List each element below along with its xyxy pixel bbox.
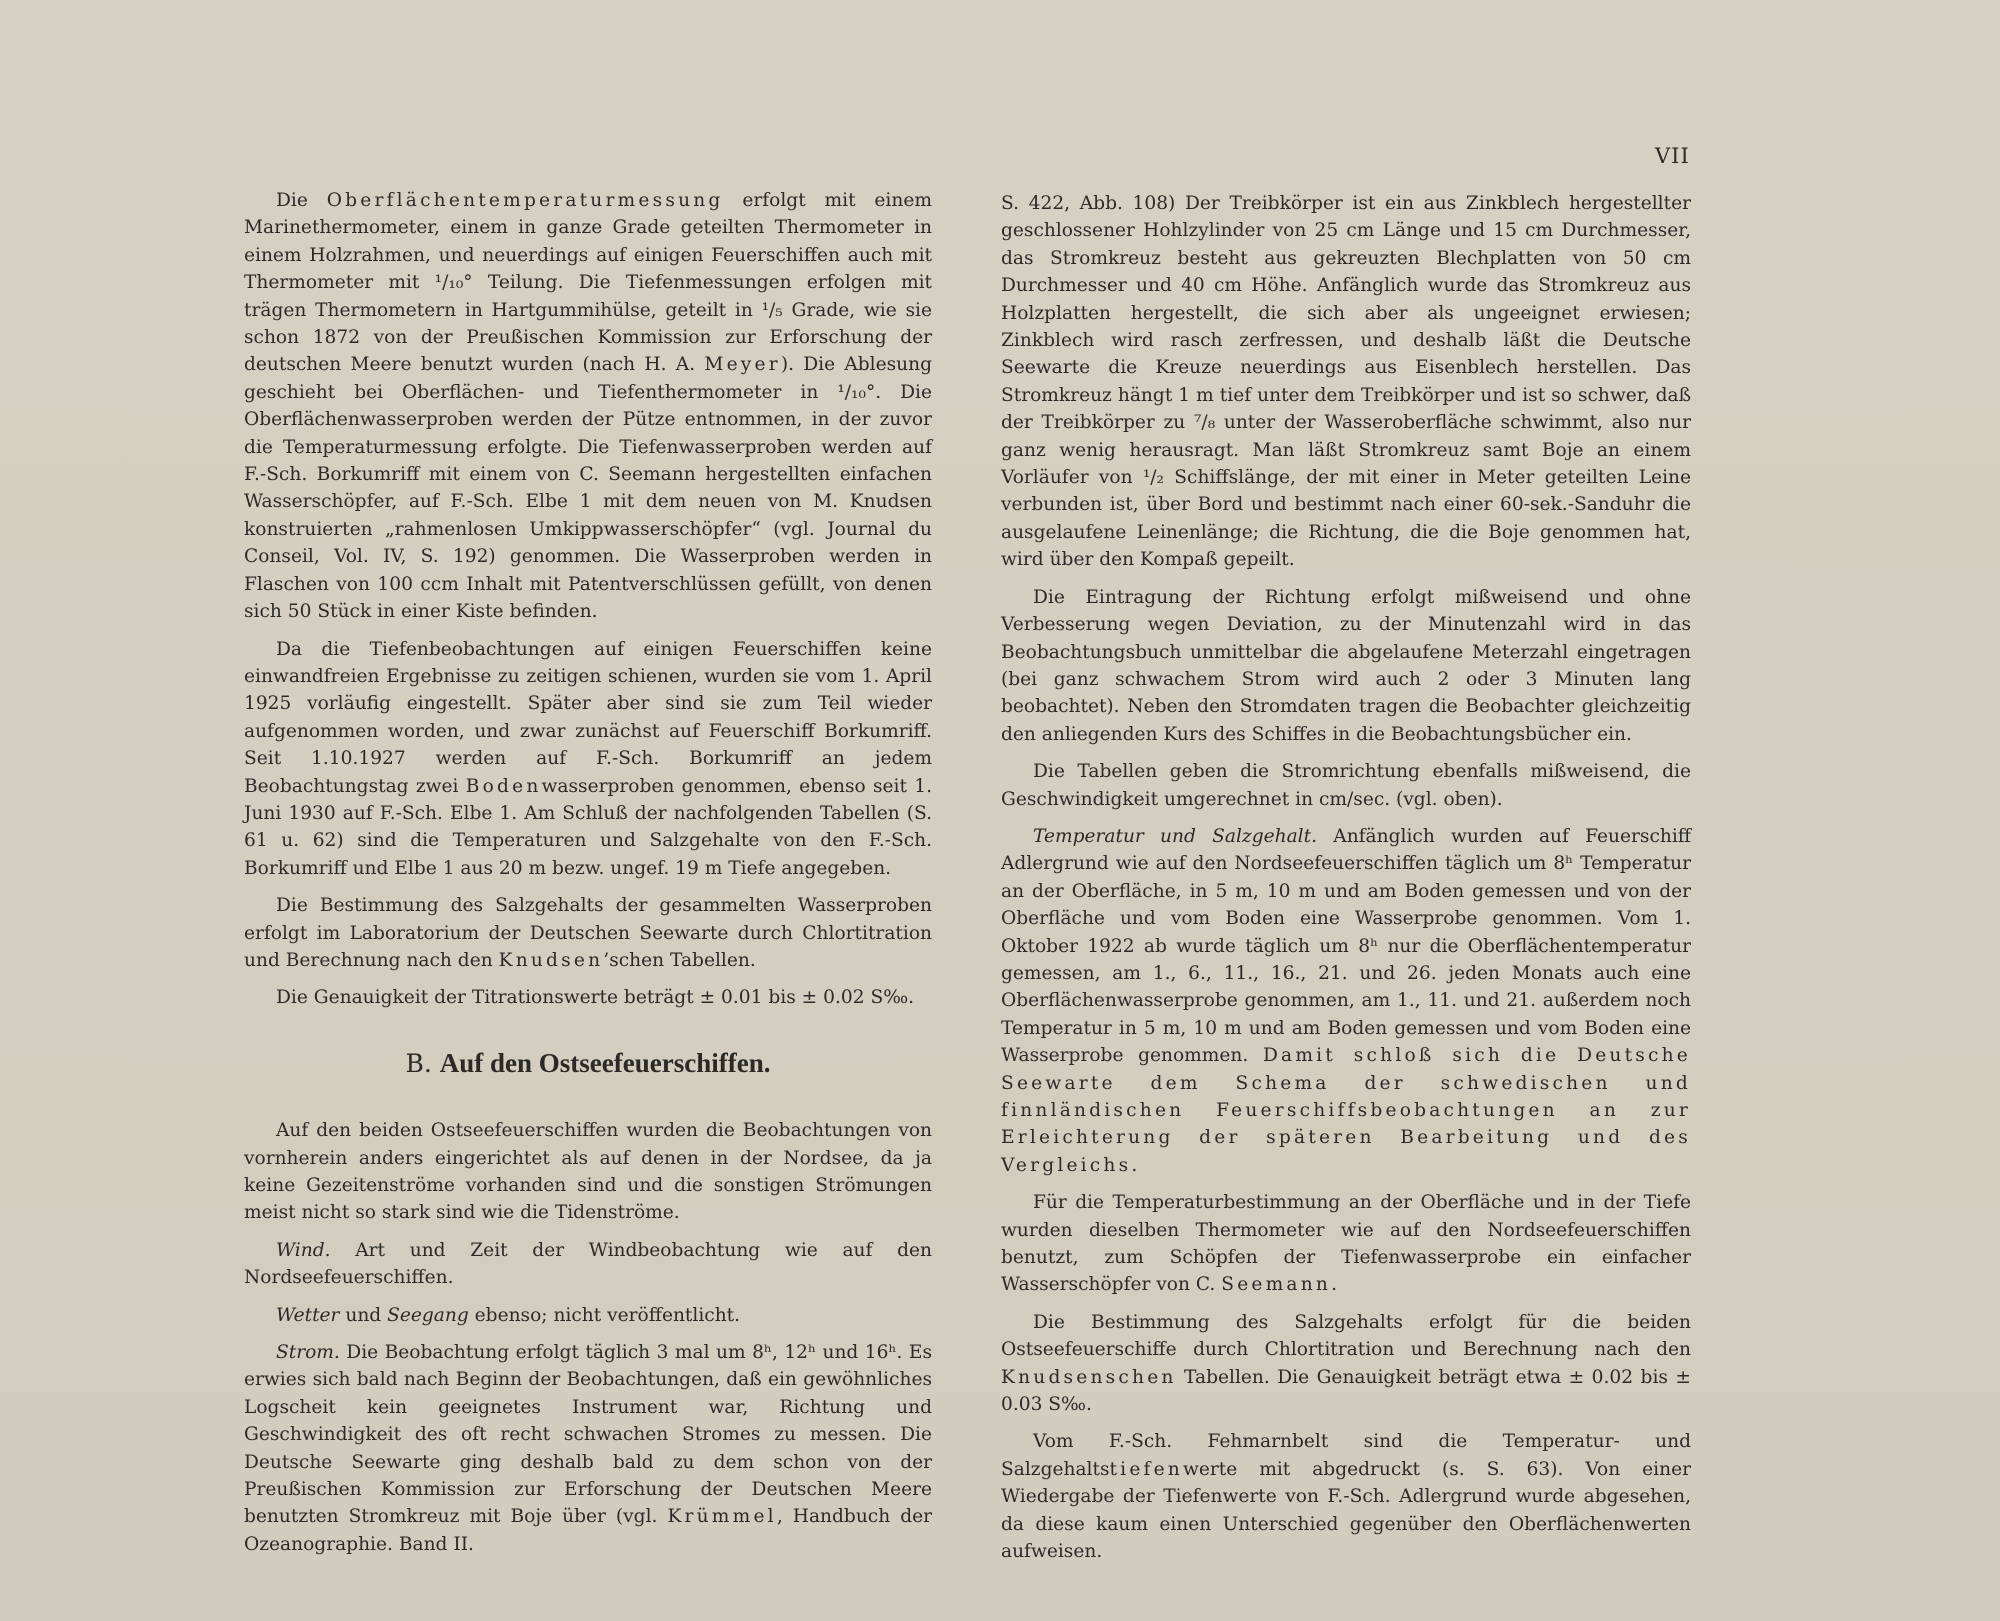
paragraph-current: Strom. Die Beobachtung erfolgt täglich 3 mal um 8ʰ, 12ʰ und 16ʰ. Es erwies sich bald nach Beginn der Beobachtungen, daß ein gewöhnliches Logscheit kein geeignetes Instrument war, Richtung und Geschwindigkeit des oft recht schwachen Stromes zu messen. Die Deutsche Seewarte ging deshalb bald zu dem schon von der Preußischen Kommission zur Erforschung der Deutschen Meere benutzten Stromkreuz mit Boje über (vgl. Krümmel, Handbuch der Ozeanographie. Band II. bbox=[244, 1342, 932, 1555]
right-column bbox=[1001, 190, 1691, 1576]
paragraph-tables: Die Tabellen geben die Stromrichtung ebenfalls mißweisend, die Geschwindigkeit umgerechnet in cm/sec. (vgl. oben). bbox=[1001, 761, 1691, 810]
paragraph-depth-observations: Da die Tiefenbeobachtungen auf einigen Feuerschiffen keine einwandfreien Ergebnisse zu zeitigen schienen, wurden sie vom 1. April 1925 vorläufig eingestellt. Später aber sind sie zum Teil wieder aufgenommen worden, und zwar zunächst auf Feuerschiff Borkumriff. Seit 1.10.1927 werden auf F.-Sch. Borkumriff an jedem Beobachtungstag zwei Bodenwasserproben genommen, ebenso seit 1. Juni 1930 auf F.-Sch. Elbe 1. Am Schluß der nachfolgenden Tabellen (S. 61 u. 62) sind die Temperaturen und Salzgehalte von den F.-Sch. Borkumriff und Elbe 1 aus 20 m bezw. ungef. 19 m Tiefe angegeben. bbox=[244, 638, 932, 879]
paragraph-thermometers: Für die Temperaturbestimmung an der Oberfläche und in der Tiefe wurden dieselben Thermometer wie auf den Nordseefeuerschiffen benutzt, zum Schöpfen der Tiefenwasserprobe ein einfacher Wasserschöpfer von C. Seemann. bbox=[1001, 1192, 1691, 1296]
paragraph-salinity-baltic: Die Bestimmung des Salzgehalts erfolgt für die beiden Ostseefeuerschiffe durch Chlortitration und Berechnung nach den Knudsenschen Tabellen. Die Genauigkeit beträgt etwa ± 0.02 bis ± 0.03 S‰. bbox=[1001, 1311, 1691, 1416]
page-number: VII bbox=[1655, 144, 1690, 168]
paragraph-direction-entry: Die Eintragung der Richtung erfolgt mißweisend und ohne Verbesserung wegen Deviation, zu der Minutenzahl wird in das Beobachtungsbuch unmittelbar die abgelaufene Meterzahl eingetragen (bei ganz schwachem Strom wird auch 2 oder 3 Minuten lang beobachtet). Neben den Stromdaten tragen die Beobachter gleichzeitig den anliegenden Kurs des Schiffes in die Beobachtungsbücher ein. bbox=[1001, 586, 1691, 745]
paragraph-drift-body: S. 422, Abb. 108) Der Treibkörper ist ein aus Zinkblech hergestellter geschlossener Hohlzylinder von 25 cm Länge und 15 cm Durchmesser, das Stromkreuz besteht aus gekreuzten Blechplatten von 50 cm Durchmesser und 40 cm Höhe. Anfänglich wurde das Stromkreuz aus Holzplatten hergestellt, die sich aber als ungeeignet erwiesen; Zinkblech wird rasch zerfressen, und deshalb läßt die Deutsche Seewarte die Kreuze neuerdings aus Eisenblech herstellen. Das Stromkreuz hängt 1 m tief unter dem Treibkörper und ist so schwer, daß der Treibkörper zu ⁷/₈ unter der Wasseroberfläche schwimmt, also nur ganz wenig herausragt. Man läßt Stromkreuz samt Boje an einem Vorläufer von ¹/₂ Schiffslänge, der mit einer in Meter geteilten Leine verbunden ist, über Bord und bestimmt nach einer 60-sek.-Sanduhr die ausgelaufene Leinenlänge; die Richtung, die die Boje genommen hat, wird über den Kompaß gepeilt. bbox=[1001, 193, 1691, 571]
paragraph-fehmarnbelt: Vom F.-Sch. Fehmarnbelt sind die Temperatur- und Salzgehaltstiefenwerte mit abgedruckt (s. S. 63). Von einer Wiedergabe der Tiefenwerte von F.-Sch. Adlergrund wurde abgesehen, da diese kaum einen Unterschied gegenüber den Oberflächenwerten aufweisen. bbox=[1001, 1431, 1691, 1563]
left-column bbox=[244, 187, 932, 1568]
paragraph-wind: Wind. Art und Zeit der Windbeobachtung wie auf den Nordseefeuerschiffen. bbox=[244, 1239, 932, 1289]
paragraph-salinity: Die Bestimmung des Salzgehalts der gesammelten Wasserproben erfolgt im Laboratorium der Deutschen Seewarte durch Chlortitration und Berechnung nach den Knudsen’schen Tabellen. bbox=[244, 895, 932, 971]
paragraph-temperature-salinity: Temperatur und Salzgehalt. Anfänglich wurden auf Feuerschiff Adlergrund wie auf den Nordseefeuerschiffen täglich um 8ʰ Temperatur an der Oberfläche, in 5 m, 10 m und am Boden gemessen und von der Oberfläche und vom Boden eine Wasserprobe genommen. Vom 1. Oktober 1922 ab wurde täglich um 8ʰ nur die Oberflächentemperatur gemessen, am 1., 6., 11., 16., 21. und 26. jeden Monats auch eine Oberflächenwasserprobe genommen, am 1., 11. und 21. außerdem noch Temperatur in 5 m, 10 m und am Boden gemessen und vom Boden eine Wasserprobe genommen. Damit schloß sich die Deutsche Seewarte dem Schema der schwedischen und finnländischen Feuerschiffsbeobachtungen an zur Erleichterung der späteren Bearbeitung und des Vergleichs. bbox=[1001, 825, 1692, 1176]
paragraph-weather: Wetter und Seegang ebenso; nicht veröffentlicht. bbox=[276, 1304, 741, 1326]
paragraph-accuracy: Die Genauigkeit der Titrationswerte beträgt ± 0.01 bis ± 0.02 S‰. bbox=[276, 987, 915, 1009]
section-heading: B. Auf den Ostseefeuerschiffen. bbox=[405, 1047, 771, 1078]
paragraph-surface-temperature: Die Oberflächentemperaturmessung erfolgt mit einem Marinethermometer, einem in ganze Grade geteilten Thermometer in einem Holzrahmen, und neuerdings auf einigen Feuerschiffen auch mit Thermometer mit ¹/₁₀° Teilung. Die Tiefenmessungen erfolgen mit trägen Thermometern in Hartgummihülse, geteilt in ¹/₅ Grade, wie sie schon 1872 von der Preußischen Kommission zur Erforschung der deutschen Meere benutzt wurden (nach H. A. Meyer). Die Ablesung geschieht bei Oberflächen- und Tiefenthermometer in ¹/₁₀°. Die Oberflächenwasserproben werden der Pütze entnommen, in der zuvor die Temperaturmessung erfolgte. Die Tiefenwasserproben werden auf F.-Sch. Borkumriff mit einem von C. Seemann hergestellten einfachen Wasserschöpfer, auf F.-Sch. Elbe 1 mit dem neuen von M. Knudsen konstruierten „rahmenlosen Umkippwasserschöpfer“ (vgl. Journal du Conseil, Vol. IV, S. 192) genommen. Die Wasserproben werden in Flaschen von 100 ccm Inhalt mit Patentverschlüssen gefüllt, von denen sich 50 Stück in einer Kiste befinden. bbox=[244, 190, 933, 623]
paragraph-baltic-intro: Auf den beiden Ostseefeuerschiffen wurden die Beobachtungen von vornherein anders eingerichtet als auf denen in der Nordsee, da ja keine Gezeitenströme vorhanden sind und die sonstigen Strömungen meist nicht so stark sind wie die Tidenströme. bbox=[244, 1120, 932, 1224]
